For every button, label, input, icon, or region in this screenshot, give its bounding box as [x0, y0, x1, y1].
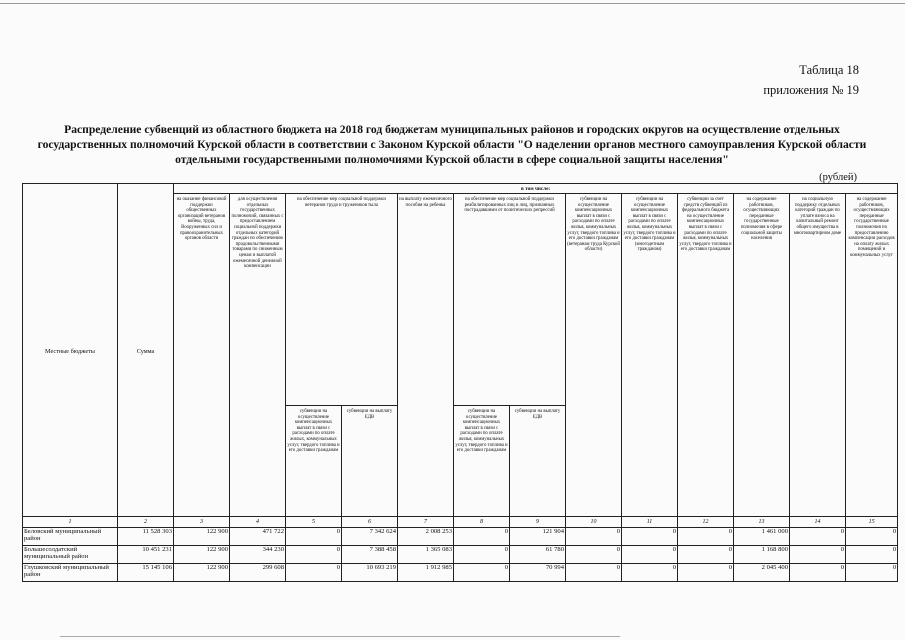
- table-row: [23, 564, 898, 582]
- value-cell: 0: [622, 564, 678, 582]
- value-cell: 0: [846, 564, 898, 582]
- value-cell: 0: [622, 546, 678, 564]
- column-number: 14: [790, 517, 846, 528]
- value-cell: 0: [286, 546, 342, 564]
- header-col-7: на выплату ежемесячного пособия на ребенка: [398, 194, 454, 517]
- value-cell: 2 045 400: [734, 564, 790, 582]
- value-cell: 471 722: [230, 528, 286, 546]
- budget-name-cell: Большесолдатский муниципальный район: [23, 546, 118, 564]
- value-cell: 122 900: [174, 564, 230, 582]
- value-cell: 1 168 800: [734, 546, 790, 564]
- budget-name-cell: Глушковский муниципальный район: [23, 564, 118, 582]
- column-number: 3: [174, 517, 230, 528]
- column-number: 1: [23, 517, 118, 528]
- table-row: [23, 528, 898, 546]
- value-cell: 1 365 083: [398, 546, 454, 564]
- page-bottom-rule: [60, 636, 620, 637]
- value-cell: 15 145 106: [118, 564, 174, 582]
- value-cell: 0: [286, 564, 342, 582]
- value-cell: 0: [566, 564, 622, 582]
- value-cell: 2 008 253: [398, 528, 454, 546]
- value-cell: 0: [454, 564, 510, 582]
- header-col-5-6: на обеспечение мер социальной поддержки ветеранов труда и тружеников тыла: [286, 194, 398, 406]
- document-title: Распределение субвенций из областного бюджета на 2018 год бюджетам муниципальных районов и городских округов на осуществление отдельных государственных полномочий Курской области в соответствии с Законом Курской области "О наделении органов местного самоуправления Курской области отдельными государственными полномочиями Курской области в сфере социальной защиты населения": [37, 123, 867, 166]
- value-cell: 0: [566, 528, 622, 546]
- column-number: 13: [734, 517, 790, 528]
- header-sum: Сумма: [118, 184, 174, 517]
- column-number: 7: [398, 517, 454, 528]
- column-number-row: [23, 517, 898, 528]
- value-cell: 0: [790, 564, 846, 582]
- header-col-6: субвенции на выплату ЕДВ: [342, 406, 398, 517]
- value-cell: 344 230: [230, 546, 286, 564]
- value-cell: 0: [790, 546, 846, 564]
- table-number: Таблица 18: [799, 63, 859, 77]
- column-number: 4: [230, 517, 286, 528]
- value-cell: 1 912 985: [398, 564, 454, 582]
- header-col-14: на социальную поддержку отдельных категорий граждан по уплате взноса на капитальный ремонт общего имущества в многоквартирном доме: [790, 194, 846, 517]
- value-cell: 1 461 000: [734, 528, 790, 546]
- appendix-label: приложения № 19: [763, 83, 859, 97]
- value-cell: 0: [846, 528, 898, 546]
- column-number: 11: [622, 517, 678, 528]
- page-top-rule: [0, 3, 905, 4]
- value-cell: 0: [454, 546, 510, 564]
- value-cell: 61 780: [510, 546, 566, 564]
- value-cell: 0: [790, 528, 846, 546]
- value-cell: 10 451 231: [118, 546, 174, 564]
- column-number: 2: [118, 517, 174, 528]
- column-number: 12: [678, 517, 734, 528]
- header-col-8-9: на обеспечение мер социальной поддержки реабилитированных лиц и лиц, признанных пострадавшими от политических репрессий: [454, 194, 566, 406]
- value-cell: 0: [678, 528, 734, 546]
- value-cell: 0: [286, 528, 342, 546]
- header-col-3: на оказание финансовой поддержки общественных организаций ветеранов войны, труда, Вооруженных сил и правоохранительных органов области: [174, 194, 230, 517]
- value-cell: 122 900: [174, 546, 230, 564]
- column-number: 10: [566, 517, 622, 528]
- value-cell: 0: [454, 528, 510, 546]
- column-number: 5: [286, 517, 342, 528]
- header-col-10: субвенции на осуществление компенсационных выплат в связи с расходами по оплате жилья, коммунальных услуг, твердого топлива и его доставки гражданам (ветеранам труда Курской области): [566, 194, 622, 517]
- value-cell: 70 994: [510, 564, 566, 582]
- header-group-including: в том числе:: [174, 184, 898, 194]
- value-cell: 0: [678, 546, 734, 564]
- subventions-table: [22, 183, 898, 582]
- value-cell: 11 528 303: [118, 528, 174, 546]
- header-col-9: субвенции на выплату ЕДВ: [510, 406, 566, 517]
- column-number: 6: [342, 517, 398, 528]
- header-col-15: на содержание работников, осуществляющих переданные государственные полномочия по предоставлению компенсации расходов на оплату жилых помещений и коммунальных услуг: [846, 194, 898, 517]
- budget-name-cell: Беловский муниципальный район: [23, 528, 118, 546]
- header-budgets: Местные бюджеты: [23, 184, 118, 517]
- value-cell: 0: [566, 546, 622, 564]
- value-cell: 0: [622, 528, 678, 546]
- header-col-8: субвенции на осуществление компенсационных выплат в связи с расходами по оплате жилья, коммунальных услуг, твердого топлива и его доставки гражданам: [454, 406, 510, 517]
- units-label: (рублей): [819, 172, 857, 183]
- header-col-12: субвенции за счет средств субвенций из федерального бюджета на осуществление компенсационных выплат в связи с расходами по оплате жилья, коммунальных услуг, твердого топлива и его доставки гражданам: [678, 194, 734, 517]
- header-col-5: субвенции на осуществление компенсационных выплат в связи с расходами по оплате жилых, коммунальных услуг, твердого топлива и его доставки гражданам: [286, 406, 342, 517]
- column-number: 9: [510, 517, 566, 528]
- value-cell: 10 693 219: [342, 564, 398, 582]
- column-number: 15: [846, 517, 898, 528]
- value-cell: 122 900: [174, 528, 230, 546]
- header-col-4: для осуществления отдельных государственных полномочий, связанных с предоставлением социальной поддержки отдельных категорий граждан по обеспечению продовольственными товарами по сниженным ценам и выплатой ежемесячной денежной компенсации: [230, 194, 286, 517]
- value-cell: 0: [678, 564, 734, 582]
- value-cell: 7 388 458: [342, 546, 398, 564]
- value-cell: 7 342 624: [342, 528, 398, 546]
- value-cell: 0: [846, 546, 898, 564]
- value-cell: 121 904: [510, 528, 566, 546]
- table-row: [23, 546, 898, 564]
- value-cell: 299 608: [230, 564, 286, 582]
- header-col-13: на содержание работников, осуществляющих переданные государственные полномочия в сфере социальной защиты населения: [734, 194, 790, 517]
- header-col-11: субвенции на осуществление компенсационных выплат в связи с расходами по оплате жилья, коммунальных услуг, твердого топлива и его доставки гражданам (многодетным гражданам): [622, 194, 678, 517]
- column-number: 8: [454, 517, 510, 528]
